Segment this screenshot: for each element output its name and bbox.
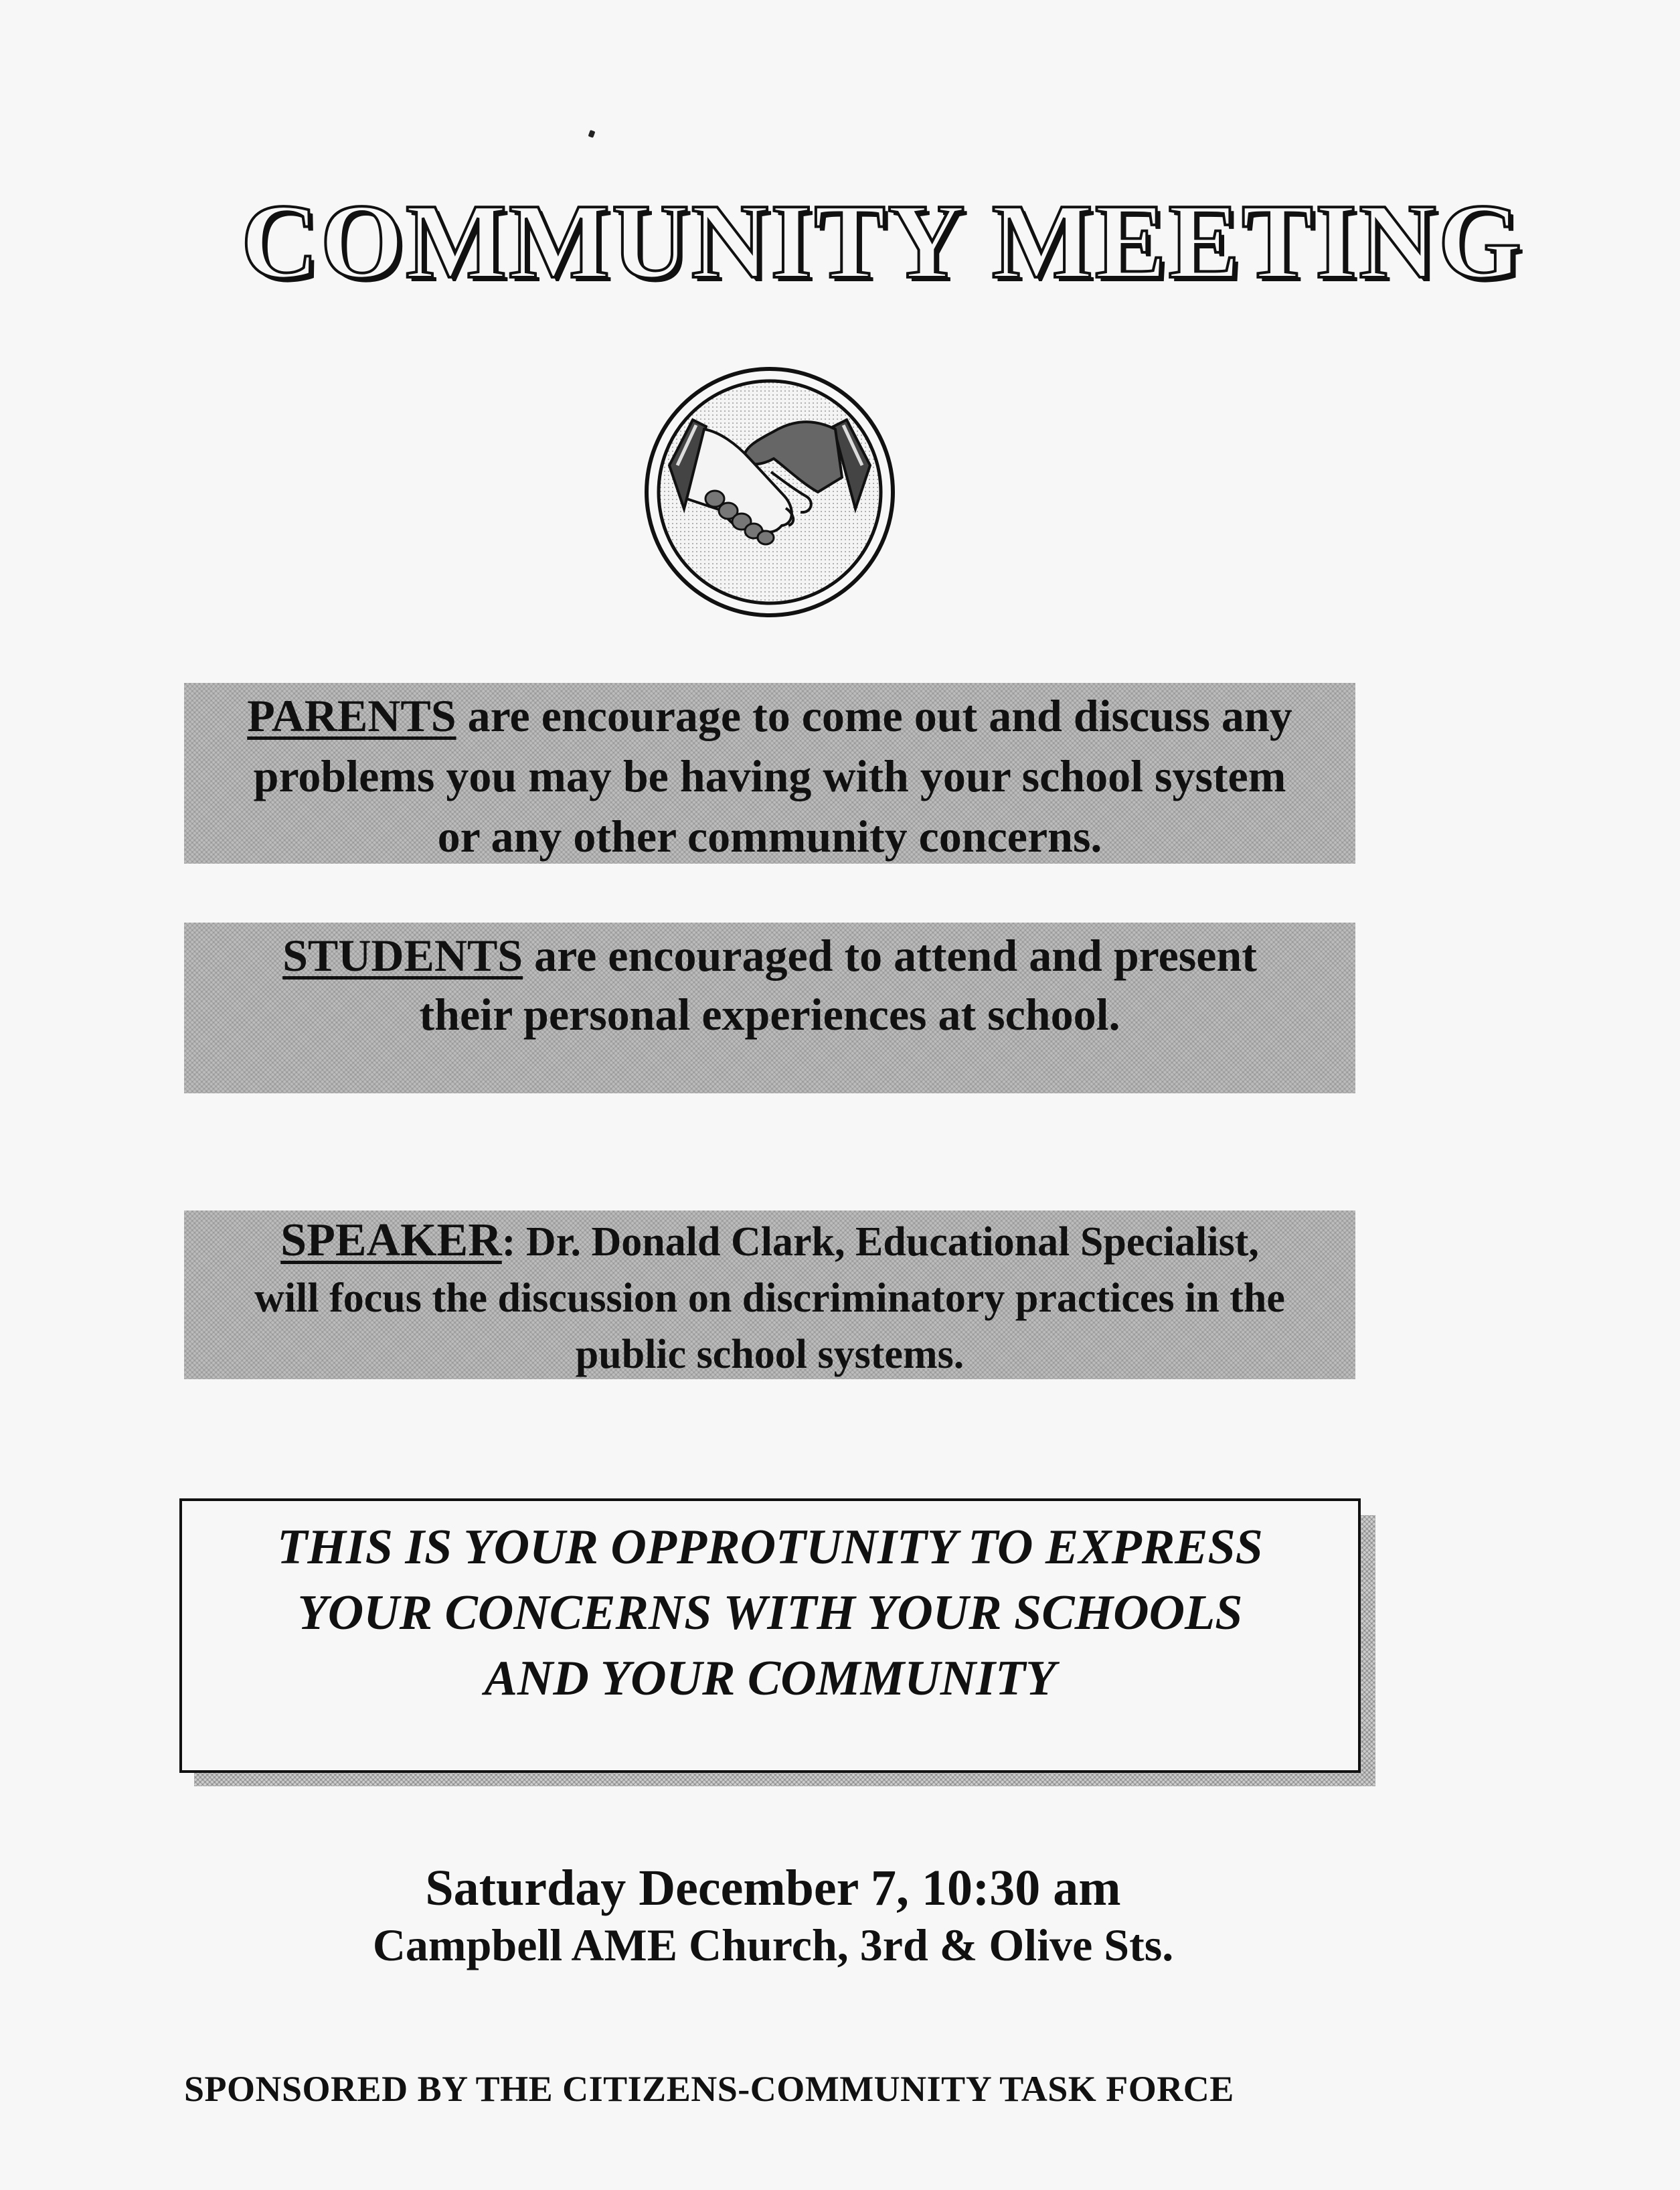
speaker-lead: SPEAKER — [280, 1215, 502, 1266]
event-date-time: Saturday December 7, 10:30 am — [425, 1860, 1121, 1916]
students-lead: STUDENTS — [282, 930, 523, 981]
students-notice — [184, 923, 1355, 1093]
speaker-line-1-text: : Dr. Donald Clark, Educational Specialist, — [501, 1219, 1259, 1265]
speaker-line-3: public school systems. — [575, 1332, 964, 1377]
parents-line-1 — [184, 686, 1355, 746]
stray-mark — [588, 130, 596, 138]
page-title: COMMUNITY MEETING — [241, 181, 1524, 301]
parents-lead: PARENTS — [247, 690, 456, 741]
parents-line-3: or any other community concerns. — [437, 811, 1102, 862]
handshake-icon — [643, 365, 897, 619]
callout-line-1: THIS IS YOUR OPPROTUNITY TO EXPRESS — [277, 1520, 1263, 1575]
parents-line-2: problems you may be having with your school system — [253, 751, 1286, 801]
parents-line-1-text: are encourage to come out and discuss any — [456, 690, 1292, 741]
event-location: Campbell AME Church, 3rd & Olive Sts. — [372, 1920, 1174, 1970]
students-line-1 — [184, 926, 1355, 985]
speaker-line-2: will focus the discussion on discriminatory practices in the — [254, 1275, 1285, 1321]
parents-notice — [184, 683, 1355, 864]
callout-line-3: AND YOUR COMMUNITY — [484, 1651, 1056, 1706]
sponsor-line: SPONSORED BY THE CITIZENS-COMMUNITY TASK FORCE — [184, 2069, 1234, 2109]
speaker-notice — [184, 1210, 1355, 1379]
students-line-2: their personal experiences at school. — [419, 989, 1120, 1040]
speaker-line-1 — [184, 1213, 1355, 1270]
callout-box — [179, 1498, 1361, 1773]
students-line-1-text: are encouraged to attend and present — [523, 930, 1257, 981]
callout-line-2: YOUR CONCERNS WITH YOUR SCHOOLS — [297, 1585, 1243, 1640]
